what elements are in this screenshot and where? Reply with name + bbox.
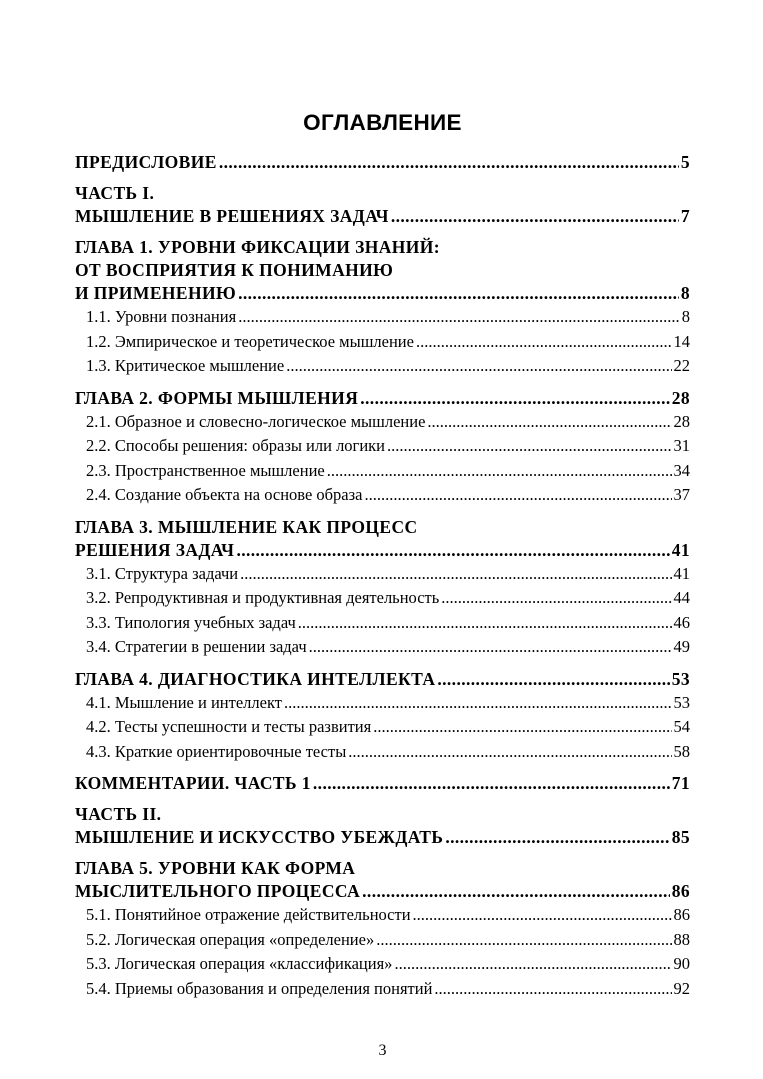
toc-section-label: 2.3. Пространственное мышление [86, 460, 325, 480]
toc-entry-chapter-2[interactable] [75, 387, 690, 410]
dot-leader [437, 668, 669, 691]
toc-page-number: 53 [671, 668, 690, 689]
toc-section-1-3[interactable] [75, 354, 690, 379]
dot-leader [387, 434, 671, 459]
toc-page-number: 8 [681, 307, 690, 326]
toc-entry-label: РЕШЕНИЯ ЗАДАЧ [75, 539, 235, 560]
toc-page-number: 86 [671, 881, 690, 901]
toc-page-number: 92 [673, 978, 690, 998]
toc-page-number: 28 [673, 411, 690, 431]
toc-entry-chapter-5[interactable] [75, 880, 690, 903]
document-page [75, 0, 690, 1079]
toc-section-4-1[interactable] [75, 691, 690, 716]
toc-page-number: 41 [671, 539, 690, 560]
toc-section-3-3[interactable] [75, 611, 690, 636]
toc-section-3-2[interactable] [75, 586, 690, 611]
toc-entry-part1[interactable] [75, 205, 690, 228]
toc-page-number: 41 [673, 563, 690, 583]
dot-leader [313, 772, 670, 795]
dot-leader [416, 330, 672, 355]
toc-section-label: 2.1. Образное и словесно-логическое мышление [86, 411, 426, 431]
toc-page-number: 46 [673, 612, 690, 632]
toc-page-number: 7 [680, 206, 690, 226]
toc-section-label: 3.2. Репродуктивная и продуктивная деятельность [86, 588, 440, 607]
toc-page-number: 88 [673, 929, 690, 949]
toc-section-1-1[interactable] [75, 305, 690, 330]
toc-section-label: 3.3. Типология учебных задач [86, 612, 296, 632]
toc-section-label: 2.2. Способы решения: образы или логики [86, 436, 386, 455]
toc-chapter-heading-line: ГЛАВА 5. УРОВНИ КАК ФОРМА [75, 858, 356, 878]
dot-leader [364, 483, 671, 508]
table-of-contents [75, 151, 690, 1001]
dot-leader [376, 928, 671, 953]
toc-page-number: 53 [673, 692, 690, 712]
dot-leader [309, 635, 672, 660]
toc-entry-part2[interactable] [75, 826, 690, 849]
toc-section-label: 1.2. Эмпирическое и теоретическое мышление [86, 331, 414, 351]
toc-page-number: 14 [673, 331, 690, 351]
dot-leader [427, 410, 671, 435]
dot-leader [238, 305, 680, 330]
toc-section-4-2[interactable] [75, 715, 690, 740]
toc-section-label: 3.4. Стратегии в решении задач [86, 637, 307, 656]
toc-page-number: 28 [671, 387, 690, 408]
dot-leader [391, 205, 679, 228]
toc-section-2-3[interactable] [75, 459, 690, 484]
toc-part-heading: ЧАСТЬ II. [75, 804, 162, 824]
dot-leader [413, 903, 672, 928]
dot-leader [284, 691, 672, 716]
toc-entry-label: ГЛАВА 4. ДИАГНОСТИКА ИНТЕЛЛЕКТА [75, 668, 436, 689]
dot-leader [238, 282, 679, 305]
toc-section-label: 5.3. Логическая операция «классификация» [86, 954, 393, 973]
dot-leader [434, 977, 671, 1002]
toc-section-5-4[interactable] [75, 977, 690, 1002]
page-title: ОГЛАВЛЕНИЕ [303, 110, 462, 135]
toc-page-number: 86 [673, 905, 690, 924]
dot-leader [441, 586, 671, 611]
toc-page-number: 34 [673, 460, 690, 480]
toc-page-number: 37 [673, 485, 690, 504]
toc-entry-chapter-4[interactable] [75, 668, 690, 691]
toc-page-number: 5 [680, 152, 690, 172]
toc-page-number: 22 [673, 356, 690, 375]
dot-leader [360, 387, 669, 410]
dot-leader [362, 880, 670, 903]
dot-leader [348, 740, 671, 765]
toc-section-2-4[interactable] [75, 483, 690, 508]
toc-section-5-1[interactable] [75, 903, 690, 928]
toc-section-label: 5.1. Понятийное отражение действительности [86, 905, 411, 924]
toc-section-4-3[interactable] [75, 740, 690, 765]
toc-entry-label: И ПРИМЕНЕНИЮ [75, 283, 237, 303]
dot-leader [373, 715, 671, 740]
dot-leader [240, 562, 671, 587]
toc-section-label: 2.4. Создание объекта на основе образа [86, 485, 363, 504]
toc-chapter-heading-line: ГЛАВА 3. МЫШЛЕНИЕ КАК ПРОЦЕСС [75, 516, 418, 537]
toc-section-label: 4.1. Мышление и интеллект [86, 692, 282, 712]
toc-page-number: 90 [673, 954, 690, 973]
page-number: 3 [378, 1042, 387, 1059]
toc-section-label: 1.3. Критическое мышление [86, 356, 285, 375]
dot-leader [236, 539, 669, 562]
toc-page-number: 8 [680, 283, 690, 303]
dot-leader [445, 826, 669, 849]
toc-section-1-2[interactable] [75, 330, 690, 355]
toc-page-number: 85 [671, 827, 690, 847]
toc-entry-label: ПРЕДИСЛОВИЕ [75, 152, 217, 172]
toc-page-number: 49 [673, 637, 690, 656]
toc-entry-label: МЫШЛЕНИЕ И ИСКУССТВО УБЕЖДАТЬ [75, 827, 444, 847]
dot-leader [327, 459, 672, 484]
toc-section-3-1[interactable] [75, 562, 690, 587]
toc-part-heading: ЧАСТЬ I. [75, 183, 155, 203]
toc-entry-chapter-1[interactable] [75, 282, 690, 305]
toc-section-3-4[interactable] [75, 635, 690, 660]
toc-section-label: 4.3. Краткие ориентировочные тесты [86, 741, 347, 761]
dot-leader [219, 151, 679, 174]
toc-entry-chapter-3[interactable] [75, 539, 690, 562]
toc-section-label: 1.1. Уровни познания [86, 307, 237, 326]
toc-section-2-2[interactable] [75, 434, 690, 459]
toc-chapter-heading-line: ОТ ВОСПРИЯТИЯ К ПОНИМАНИЮ [75, 260, 394, 280]
toc-entry-preface[interactable] [75, 151, 690, 174]
dot-leader [394, 952, 671, 977]
toc-section-label: 5.4. Приемы образования и определения понятий [86, 978, 433, 998]
toc-page-number: 44 [673, 588, 690, 607]
toc-page-number: 71 [671, 773, 690, 793]
toc-entry-comments-part1[interactable] [75, 772, 690, 795]
toc-section-label: 5.2. Логическая операция «определение» [86, 929, 375, 949]
toc-section-5-2[interactable] [75, 928, 690, 953]
toc-entry-label: КОММЕНТАРИИ. ЧАСТЬ 1 [75, 773, 311, 793]
toc-section-5-3[interactable] [75, 952, 690, 977]
toc-section-label: 4.2. Тесты успешности и тесты развития [86, 717, 372, 736]
toc-page-number: 31 [673, 436, 690, 455]
toc-entry-label: МЫСЛИТЕЛЬНОГО ПРОЦЕССА [75, 881, 361, 901]
toc-entry-label: ГЛАВА 2. ФОРМЫ МЫШЛЕНИЯ [75, 387, 359, 408]
toc-page-number: 54 [673, 717, 690, 736]
toc-page-number: 58 [673, 741, 690, 761]
dot-leader [298, 611, 672, 636]
toc-section-label: 3.1. Структура задачи [86, 563, 239, 583]
dot-leader [286, 354, 671, 379]
toc-section-2-1[interactable] [75, 410, 690, 435]
toc-chapter-heading-line: ГЛАВА 1. УРОВНИ ФИКСАЦИИ ЗНАНИЙ: [75, 237, 441, 257]
toc-entry-label: МЫШЛЕНИЕ В РЕШЕНИЯХ ЗАДАЧ [75, 206, 389, 226]
